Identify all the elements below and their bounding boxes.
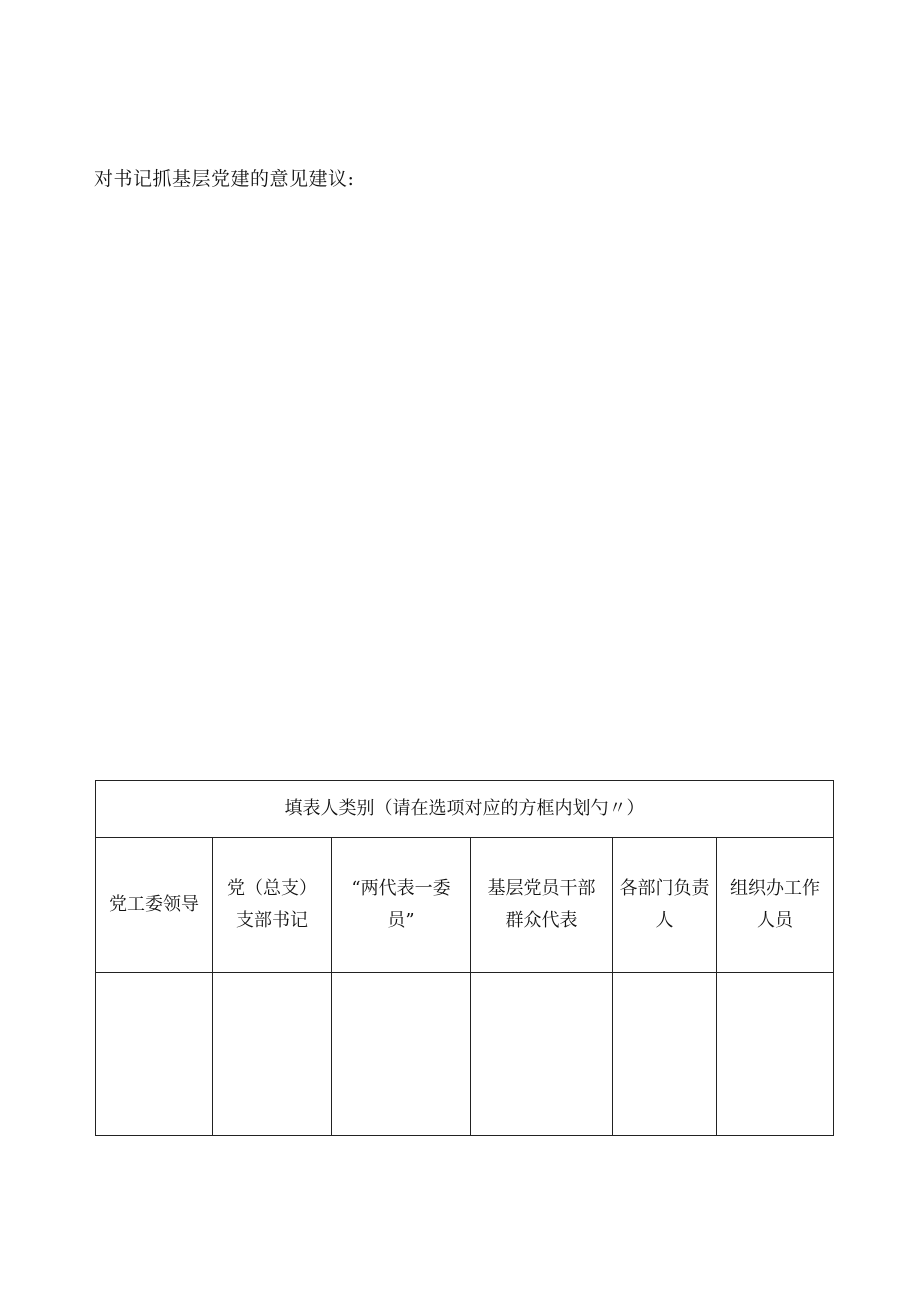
category-label: 各部门负责 人 xyxy=(619,878,710,931)
category-cell xyxy=(613,838,717,973)
category-cell xyxy=(717,838,834,973)
category-label: 党工委领导 xyxy=(109,894,199,915)
filler-category-table xyxy=(95,780,834,1136)
check-box-cell[interactable] xyxy=(332,973,471,1136)
table-header-text: 填表人类别（请在选项对应的方框内划勺〃） xyxy=(284,798,645,819)
category-label: “两代表一委 员” xyxy=(351,878,451,931)
check-box-cell[interactable] xyxy=(471,973,613,1136)
suggestion-heading: 对书记抓基层党建的意见建议: xyxy=(94,168,355,190)
category-label: 组织办工作 人员 xyxy=(730,878,820,931)
table-header-row xyxy=(96,781,834,838)
category-label: 基层党员干部 群众代表 xyxy=(487,878,596,931)
table-header-cell xyxy=(96,781,834,838)
check-box-cell[interactable] xyxy=(213,973,332,1136)
category-cell xyxy=(96,838,213,973)
category-label: 党（总支） 支部书记 xyxy=(227,878,317,931)
category-cell xyxy=(332,838,471,973)
category-label-row xyxy=(96,838,834,973)
check-box-cell[interactable] xyxy=(613,973,717,1136)
category-cell xyxy=(213,838,332,973)
checkbox-row xyxy=(96,973,834,1136)
check-box-cell[interactable] xyxy=(96,973,213,1136)
category-cell xyxy=(471,838,613,973)
check-box-cell[interactable] xyxy=(717,973,834,1136)
